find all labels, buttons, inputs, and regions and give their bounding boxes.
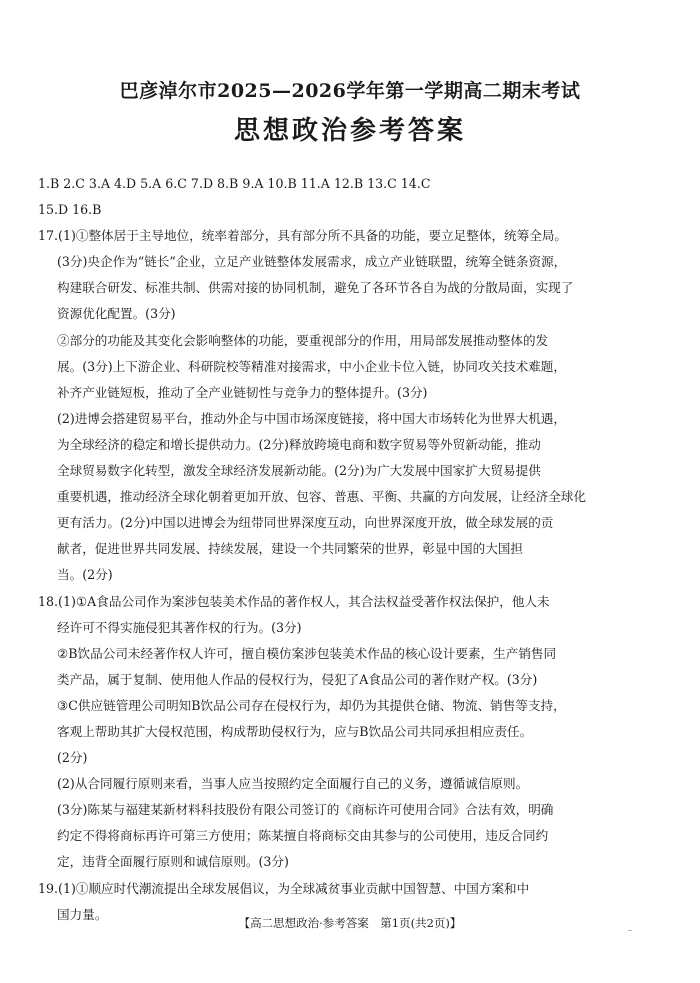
question-number-17: 17. — [38, 228, 59, 244]
question-number-19: 19. — [38, 880, 59, 896]
answer-line: 定，违背全面履行原则和诚信原则。(3分) — [57, 854, 289, 870]
mc-answers-line-1: 1.B 2.C 3.A 4.D 5.A 6.C 7.D 8.B 9.A 10.B 11.A 12.B 13.C 14.C — [38, 176, 431, 191]
corner-mark — [628, 930, 632, 931]
answer-line: 献者，促进世界共同发展、持续发展，建设一个共同繁荣的世界，彰显中国的大国担 — [57, 541, 523, 557]
answer-line: 国力量。 — [57, 906, 108, 922]
answer-line: (2分) — [57, 750, 88, 766]
answer-line: 客观上帮助其扩大侵权范围，构成帮助侵权行为，应与B饮品公司共同承担相应责任。 — [57, 723, 533, 739]
answer-line: (2)从合同履行原则来看，当事人应当按照约定全面履行自己的义务，遵循诚信原则。 — [57, 776, 529, 792]
answer-line: ②B饮品公司未经著作权人许可，擅自模仿案涉包装美术作品的核心设计要素，生产销售同 — [57, 645, 557, 661]
q17-line: 17.(1)①整体居于主导地位，统率着部分，具有部分所不具备的功能，要立足整体，统筹全局。 — [38, 228, 568, 244]
answer-line: 重要机遇，推动经济全球化朝着更加开放、包容、普惠、平衡、共赢的方向发展，让经济全球化 — [57, 489, 586, 505]
page-footer: 【高二思想政治·参考答案 第1页(共2页)】 — [238, 916, 462, 930]
answer-line: 补齐产业链短板，推动了全产业链韧性与竞争力的整体提升。(3分) — [57, 384, 428, 400]
answer-line: 资源优化配置。(3分) — [57, 306, 176, 322]
answer-key-title: 思想政治参考答案 — [233, 116, 466, 146]
answer-line: 展。(3分)上下游企业、科研院校等精准对接需求，中小企业卡位入链，协同攻关技术难题， — [57, 358, 566, 374]
answer-line: 构建联合研发、标准共制、供需对接的协同机制，避免了各环节各自为战的分散局面，实现了 — [57, 280, 574, 296]
mc-answers-line-2: 15.D 16.B — [38, 202, 102, 218]
answer-line: 更有活力。(2分)中国以进博会为纽带同世界深度互动，向世界深度开放，做全球发展的贡 — [57, 515, 554, 531]
answer-line: 类产品，属于复制、使用他人作品的侵权行为，侵犯了A食品公司的著作财产权。(3分) — [57, 671, 538, 687]
q18-line: 18.(1)①A食品公司作为案涉包装美术作品的著作权人，其合法权益受著作权法保护，他人未 — [38, 593, 550, 609]
answer-line: (3分)央企作为“链长”企业，立足产业链整体发展需求，成立产业链联盟，统筹全链条资源， — [57, 254, 567, 270]
answer-line: 全球贸易数字化转型，激发全球经济发展新动能。(2分)为广大发展中国家扩大贸易提供 — [57, 463, 541, 479]
exam-title: 巴彦淖尔市2025—2026学年第一学期高二期末考试 — [119, 80, 581, 102]
q19-line: 19.(1)①顺应时代潮流提出全球发展倡议，为全球减贫事业贡献中国智慧、中国方案和中 — [38, 880, 530, 896]
answer-line: ②部分的功能及其变化会影响整体的功能，要重视部分的作用，用局部发展推动整体的发 — [57, 332, 549, 348]
answer-line: (3分)陈某与福建某新材料科技股份有限公司签订的《商标许可使用合同》合法有效，明确 — [57, 802, 554, 818]
answer-line: ③C供应链管理公司明知B饮品公司存在侵权行为，却仍为其提供仓储、物流、销售等支持， — [57, 697, 566, 713]
question-number-18: 18. — [38, 593, 59, 609]
answer-line: 为全球经济的稳定和增长提供动力。(2分)释放跨境电商和数字贸易等外贸新动能，推动 — [57, 436, 541, 452]
answer-body — [0, 171, 700, 928]
answer-line: (2)进博会搭建贸易平台，推动外企与中国市场深度链接，将中国大市场转化为世界大机遇， — [57, 410, 566, 426]
answer-line: 当。(2分) — [57, 567, 113, 583]
answer-line: 经许可不得实施侵犯其著作权的行为。(3分) — [57, 619, 302, 635]
answer-line: 约定不得将商标再许可第三方使用；陈某擅自将商标交由其参与的公司使用，违反合同约 — [57, 828, 549, 844]
